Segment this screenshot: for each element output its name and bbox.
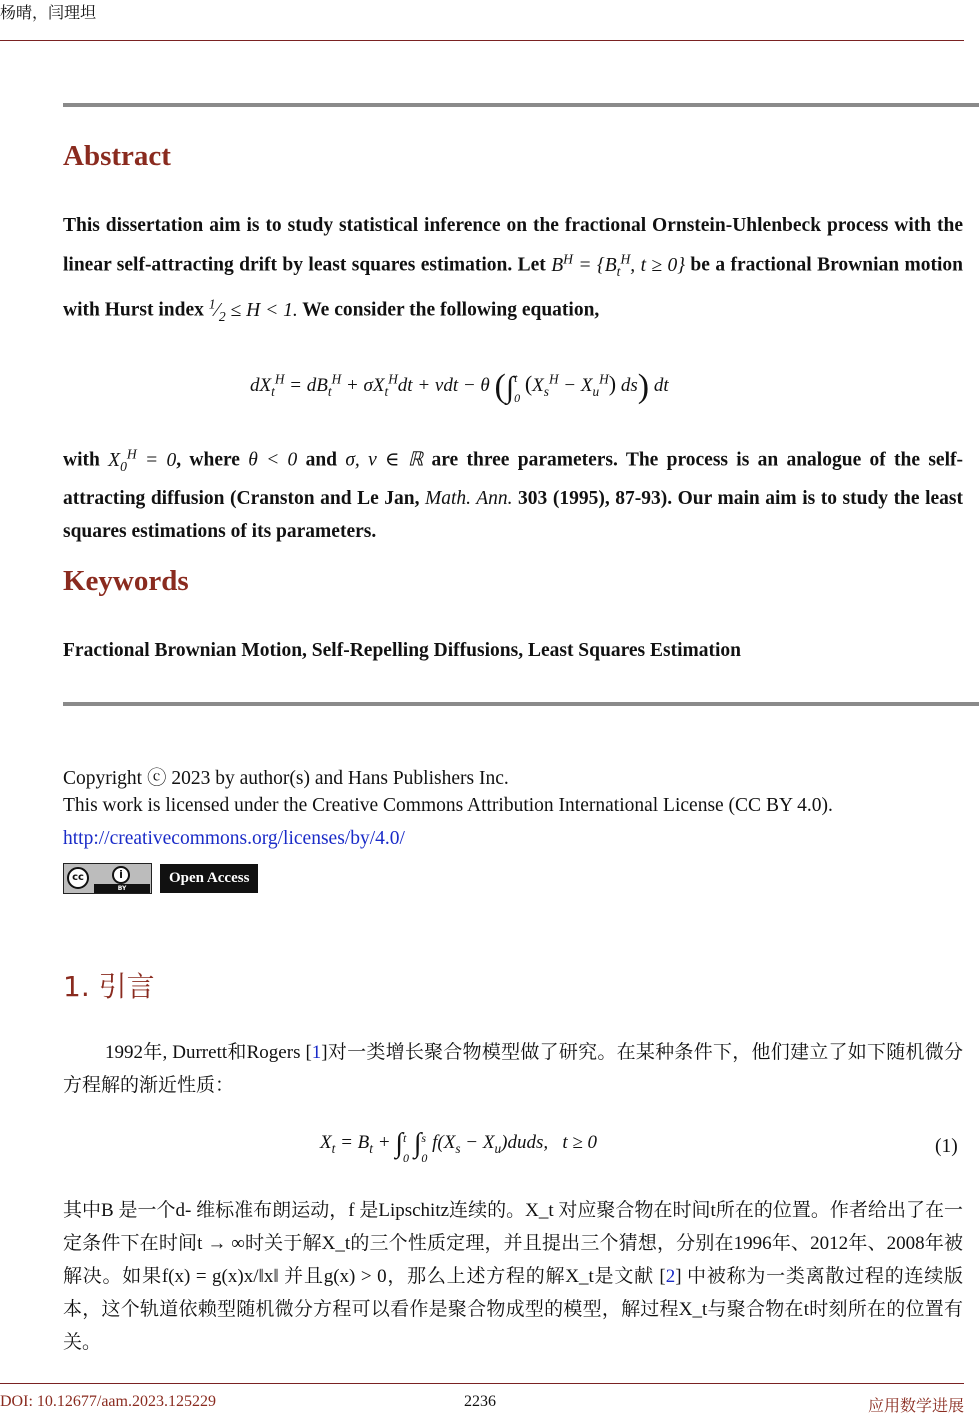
open-access-badge: Open Access [160, 864, 258, 893]
initial-condition: $X_0^H = 0$ [108, 446, 177, 474]
abstract-text: 303 (1995), 87-93). Our main aim is to study the least squares estimations of its parameters. [63, 488, 963, 543]
by-label: BY [94, 884, 150, 893]
attribution-icon: i [112, 866, 130, 884]
abstract-top-rule [63, 103, 979, 107]
cc-icon: cc [67, 867, 89, 889]
abstract-equation: $dX_t^H = dB_t^H + \sigma X_t^Hdt + \nu dt - \theta$ (∫t 0 $(X_s^H - X_u^H)$ ds) dt [250, 368, 669, 405]
abstract-text: We consider the following equation, [297, 299, 600, 321]
abstract-heading: Abstract [63, 140, 171, 172]
license-line: This work is licensed under the Creative Commons Attribution International License (CC BY 4.0). [63, 795, 833, 816]
citation-link[interactable]: 2 [665, 1266, 676, 1287]
abstract-text: and [297, 449, 346, 471]
page-number: 2236 [464, 1393, 496, 1410]
equation-number: (1) [935, 1136, 958, 1157]
journal-citation: Math. Ann. [425, 488, 513, 510]
intro-text: 1992年, Durrett和Rogers [ [105, 1042, 312, 1063]
intro-text: ]对一类增长聚合物模型做了研究。在某种条件下，他们建立了如下随机微分方程解的渐近性质： [63, 1042, 963, 1096]
intro-text: 其中B 是一个d- 维标准布朗运动，f 是Lipschitz连续的。X_t 对应聚合物在时间t所在的位置。作者给出了在一定条件下在时间t → ∞时关于解X_t的三个性质定理，并且提出三个猜想，分别在1996年、2012年、2008年被解决。如果f(x) = g(x)x/‖x‖ 并且g(x) > 0，那么上述方程的解X_t是文献 [ [63, 1200, 963, 1287]
equation-1: $X_t = B_t + \int t$ 0 ∫s 0 $f(X_s$ − $X_u)duds$, t ≥ 0 [320, 1128, 598, 1165]
footer-rule [0, 1383, 964, 1384]
abstract-text: , where [176, 449, 249, 471]
abstract-text: with [63, 449, 109, 471]
license-link[interactable]: http://creativecommons.org/licenses/by/4.0/ [63, 828, 405, 849]
intro-text: ] 中被称为一类离散过程的连续版本，这个轨道依赖型随机微分方程可以看作是聚合物成型的模型，解过程X_t与聚合物在t时刻所在的位置有关。 [63, 1266, 964, 1353]
intro-paragraph-2 [63, 1194, 963, 1359]
running-head: 杨晴，闫理坦 [0, 5, 97, 22]
abstract-paragraph-1 [63, 209, 963, 333]
abstract-paragraph-2 [63, 437, 963, 548]
fbm-definition: $B^H = \{B_t^H$, t ≥ 0} [551, 251, 686, 279]
sigma-nu-condition: σ, ν ∈ ℝ [345, 449, 424, 471]
abstract-text: are three parameters. The process is an analogue of the self-attracting diffusion (Cranston and Le Jan, [63, 449, 963, 510]
section-1-heading: 1. 引言 [63, 970, 155, 1003]
keywords-bottom-rule [63, 702, 979, 706]
doi-link[interactable]: DOI: 10.12677/aam.2023.125229 [0, 1393, 216, 1410]
cc-by-badge[interactable] [63, 863, 152, 894]
header-rule [0, 40, 964, 41]
abstract-text: This dissertation aim is to study statistical inference on the fractional Ornstein-Uhlenbeck process with the linear self-attracting drift by least squares estimation. Let [63, 215, 963, 276]
hurst-range: $^1⁄_2 \le H < 1$. [208, 296, 298, 324]
citation-link[interactable]: 1 [311, 1042, 322, 1063]
keywords-heading: Keywords [63, 565, 189, 597]
keywords-text: Fractional Brownian Motion, Self-Repelling Diffusions, Least Squares Estimation [63, 640, 742, 661]
copyright-line: Copyright ⓒ 2023 by author(s) and Hans Publishers Inc. [63, 768, 509, 789]
intro-paragraph-1 [63, 1036, 963, 1102]
theta-condition: θ < 0 [248, 449, 298, 471]
journal-name: 应用数学进展 [867, 1398, 964, 1415]
abstract-text: be a fractional Brownian motion with Hurst index [63, 254, 963, 321]
